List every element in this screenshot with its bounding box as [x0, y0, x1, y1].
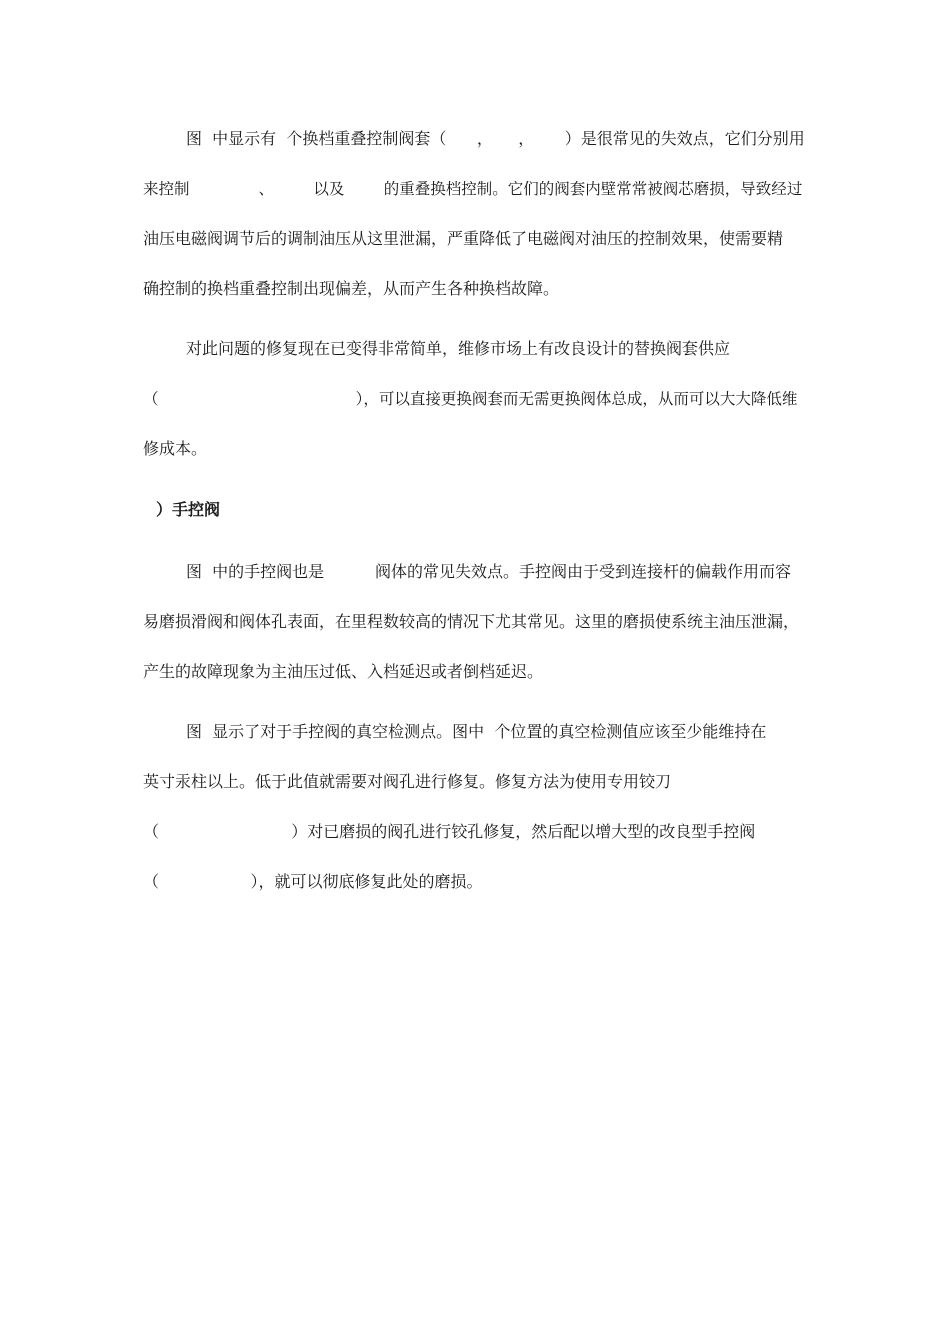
text-line: 来控制 、 以及 的重叠换档控制。它们的阀套内壁常常被阀芯磨损，导致经过: [143, 180, 803, 198]
text-line: 图 中的手控阀也是 阀体的常见失效点。手控阀由于受到连接杆的偏载作用而容: [186, 562, 792, 581]
text-line: 对此问题的修复现在已变得非常简单，维修市场上有改良设计的替换阀套供应: [186, 339, 731, 358]
text-line: （ ）对已磨损的阀孔进行铰孔修复，然后配以增大型的改良型手控阀: [143, 822, 756, 841]
text-line: 图 显示了对于手控阀的真空检测点。图中 个位置的真空检测值应该至少能维持在: [186, 722, 767, 741]
text-line: 产生的故障现象为主油压过低、入档延迟或者倒档延迟。: [143, 662, 544, 681]
text-line: 油压电磁阀调节后的调制油压从这里泄漏，严重降低了电磁阀对油压的控制效果，使需要精: [143, 229, 784, 248]
text-line: （ ），就可以彻底修复此处的磨损。: [143, 872, 483, 891]
section-heading-manual-valve: ）手控阀: [156, 500, 221, 519]
text-line: 易磨损滑阀和阀体孔表面，在里程数较高的情况下尤其常见。这里的磨损使系统主油压泄漏，: [143, 612, 800, 631]
text-line: 英寸汞柱以上。低于此值就需要对阀孔进行修复。修复方法为使用专用铰刀: [143, 772, 672, 791]
text-line: 图 中显示有 个换档重叠控制阀套（ ， ， ）是很常见的失效点，它们分别用: [186, 129, 805, 148]
text-line: 确控制的换档重叠控制出现偏差，从而产生各种换档故障。: [143, 279, 560, 298]
text-line: 修成本。: [143, 439, 208, 458]
text-line: （ ），可以直接更换阀套而无需更换阀体总成，从而可以大大降低维: [143, 390, 798, 408]
